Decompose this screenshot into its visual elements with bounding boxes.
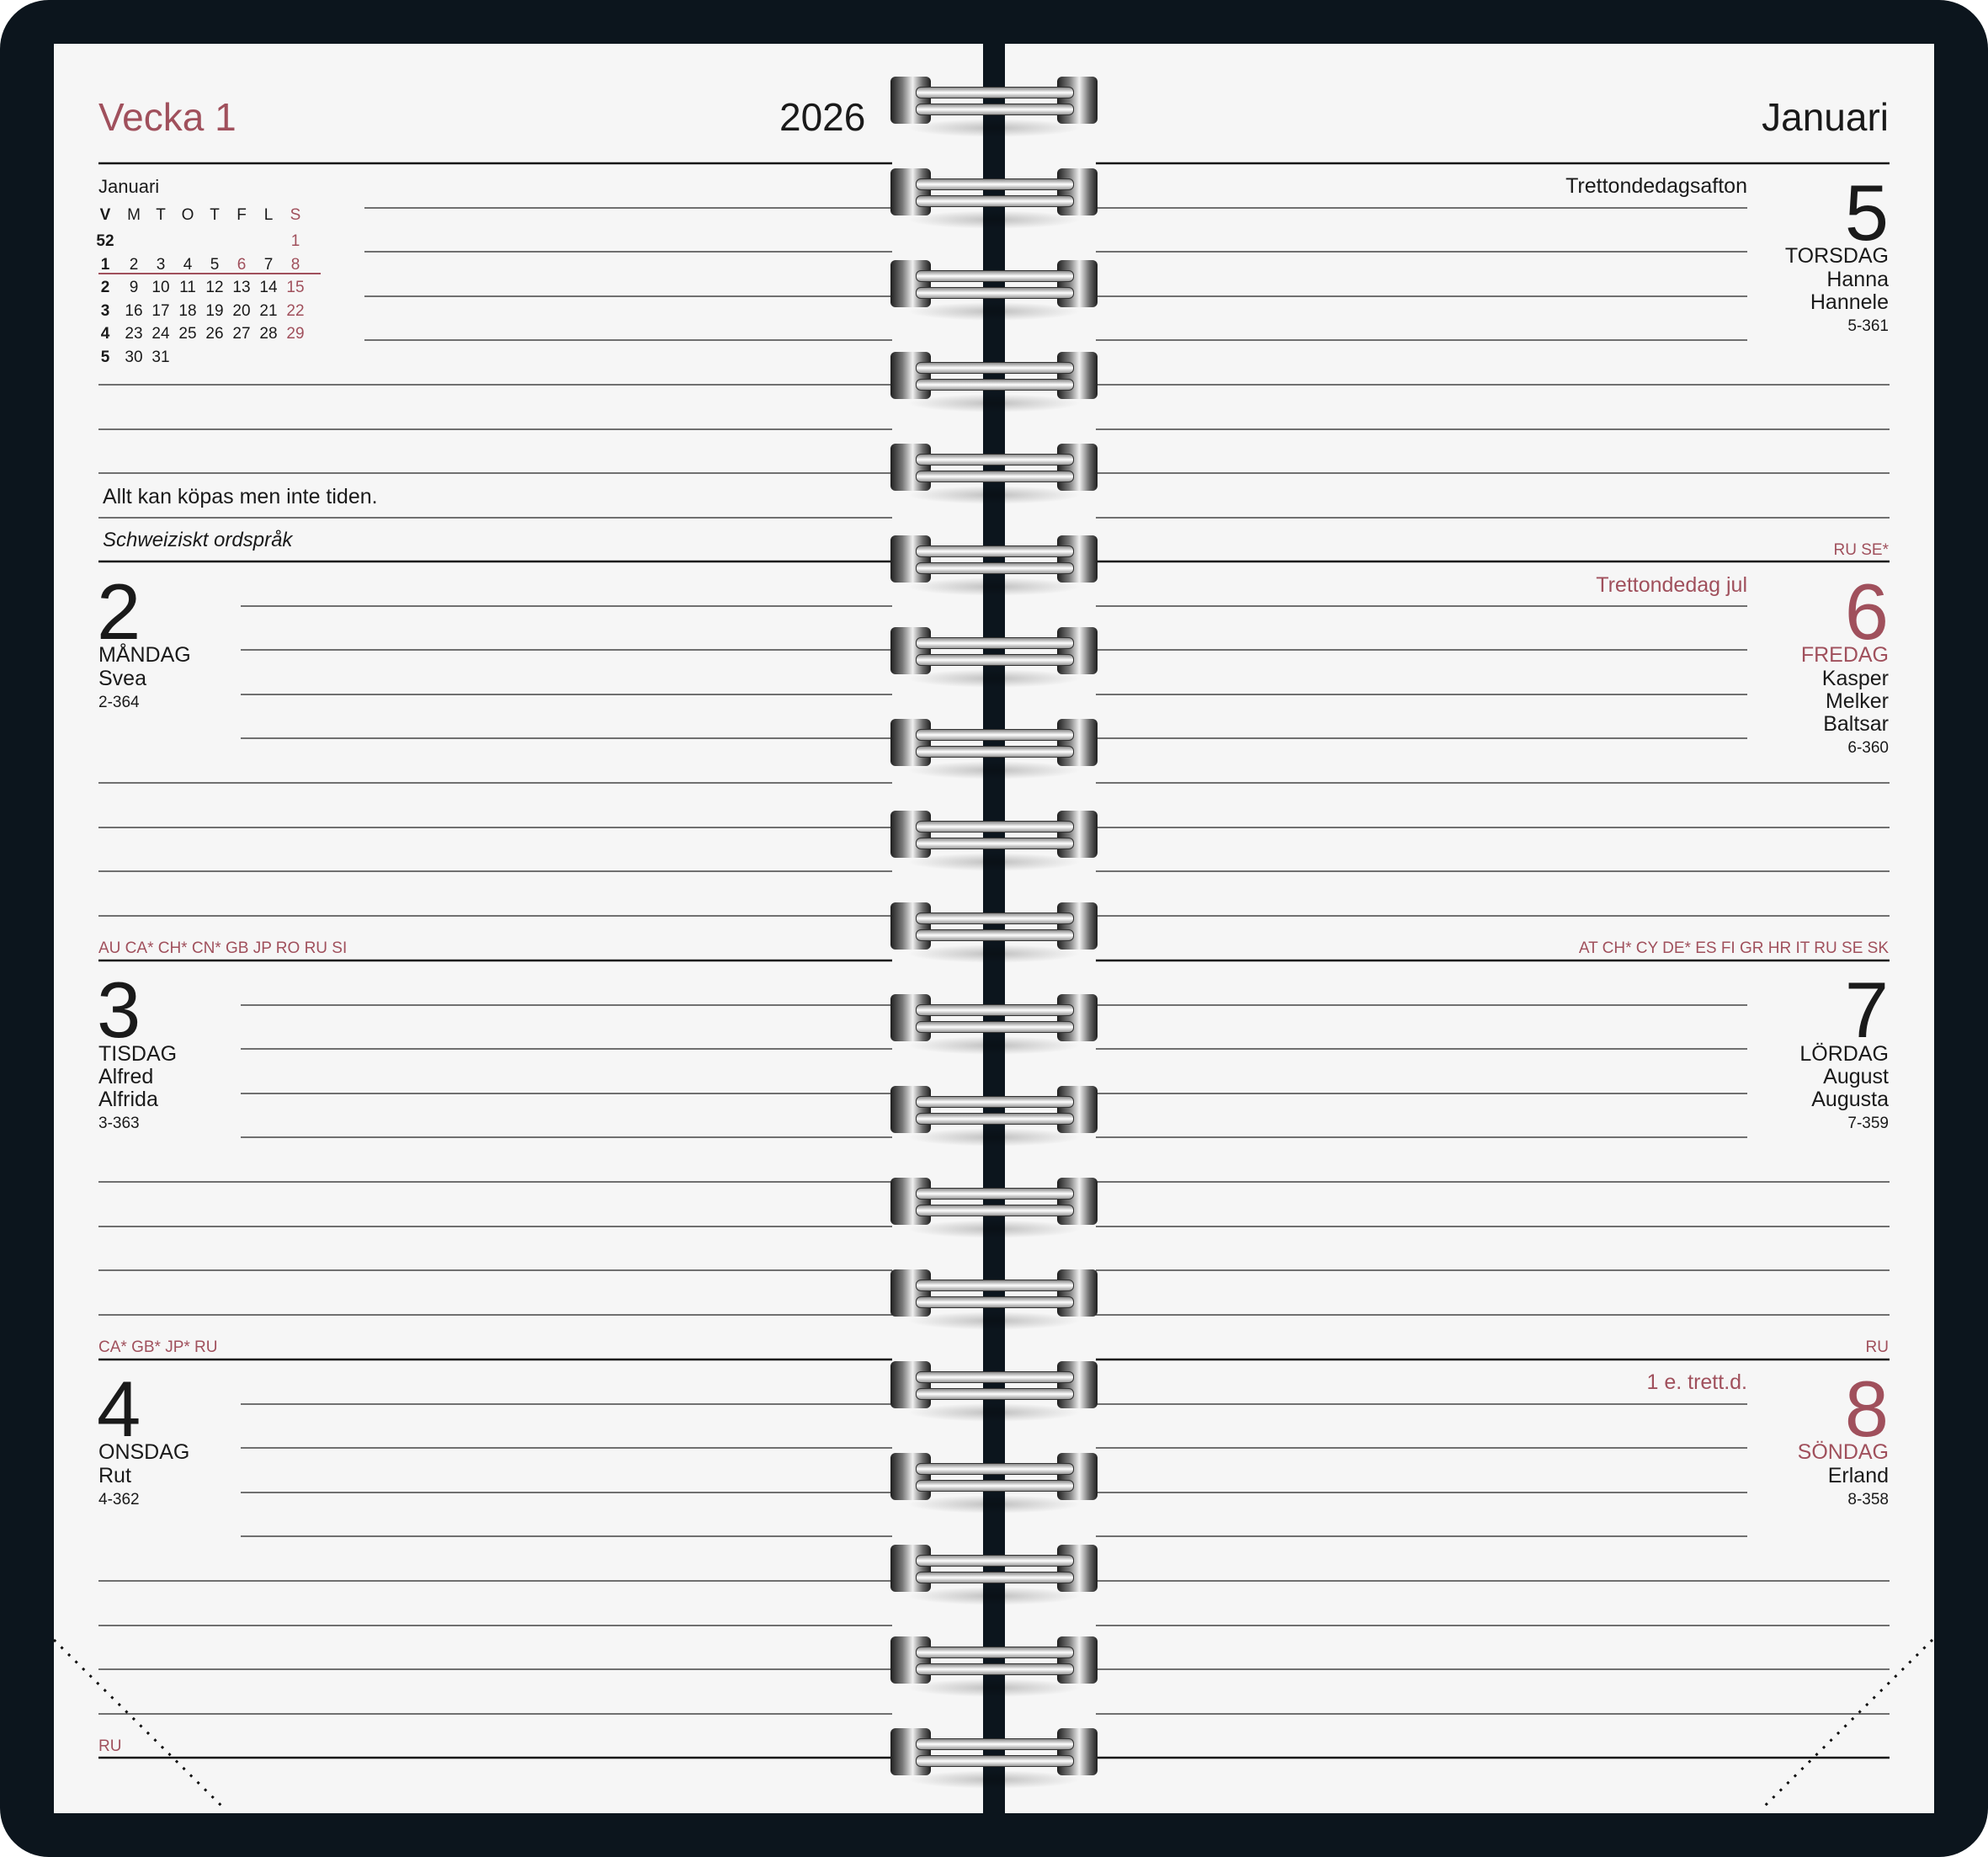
yearday-wednesday: 4-362 (98, 1491, 140, 1508)
event-friday: Trettondedag jul (1596, 573, 1747, 597)
nameday-saturday-2: Augusta (1811, 1088, 1889, 1111)
mini-calendar-week: 5 (100, 348, 110, 366)
mini-calendar-day: 8 (290, 255, 300, 274)
quote-text: Allt kan köpas men inte tiden. (103, 485, 378, 508)
day-number-thursday: 5 (1844, 168, 1889, 257)
year-label: 2026 (779, 95, 866, 139)
day-number-sunday: 8 (1844, 1365, 1889, 1453)
mini-calendar (98, 206, 326, 375)
mini-calendar-day: 28 (259, 325, 278, 343)
mini-calendar-day: 23 (125, 325, 143, 343)
binding-ring (890, 352, 1098, 399)
mini-calendar-day: 5 (210, 255, 220, 274)
yearday-friday: 6-360 (1847, 739, 1889, 757)
nameday-friday-2: Melker (1825, 689, 1889, 713)
mini-calendar-day: 18 (178, 301, 197, 320)
mini-calendar-day: 31 (151, 348, 170, 366)
day-number-tuesday: 3 (97, 966, 141, 1054)
mini-calendar-day: 30 (125, 348, 143, 366)
mini-calendar-day: 19 (205, 301, 224, 320)
mini-calendar-day: 7 (263, 255, 274, 274)
day-number-saturday: 7 (1844, 966, 1889, 1054)
day-number-monday: 2 (97, 567, 141, 656)
day-name-thursday: TORSDAG (1784, 244, 1889, 268)
binding-ring (890, 1269, 1098, 1317)
mini-calendar-day: 13 (232, 279, 251, 296)
country-codes-wednesday: CA* GB* JP* RU (98, 1338, 218, 1356)
binding-ring (890, 535, 1098, 583)
nameday-tuesday-2: Alfrida (98, 1088, 158, 1111)
quote-source: Schweiziskt ordspråk (103, 529, 293, 551)
day-number-wednesday: 4 (97, 1365, 141, 1453)
yearday-tuesday: 3-363 (98, 1115, 140, 1132)
mini-calendar-day: 14 (259, 279, 278, 296)
binding-ring (890, 168, 1098, 215)
mini-calendar-head: L (263, 206, 274, 224)
day-number-friday: 6 (1844, 567, 1889, 656)
mini-calendar-day: 4 (183, 255, 193, 274)
mini-calendar-head: S (290, 206, 301, 224)
corner-pocket-line (54, 1640, 226, 1810)
mini-calendar-day: 10 (151, 279, 170, 296)
event-sunday: 1 e. trett.d. (1646, 1370, 1747, 1394)
yearday-thursday: 5-361 (1847, 317, 1889, 335)
nameday-monday: Svea (98, 667, 146, 690)
binding-ring (890, 1086, 1098, 1133)
nameday-sunday: Erland (1827, 1464, 1889, 1487)
nameday-friday-3: Baltsar (1823, 712, 1889, 736)
mini-calendar-day: 9 (129, 279, 139, 296)
binding-ring (890, 444, 1098, 491)
binding-ring (890, 260, 1098, 307)
binding-ring (890, 1361, 1098, 1408)
mini-calendar-day: 22 (286, 301, 305, 320)
mini-calendar-week: 4 (100, 325, 110, 343)
binding-ring (890, 77, 1098, 124)
nameday-thursday-1: Hanna (1826, 268, 1889, 291)
binding-ring (890, 1453, 1098, 1500)
mini-calendar-week: 1 (100, 255, 110, 274)
mini-calendar-day: 12 (205, 279, 224, 296)
event-thursday: Trettondedagsafton (1565, 174, 1747, 198)
week-label: Vecka 1 (98, 95, 237, 139)
mini-calendar-head: T (210, 206, 220, 224)
mini-calendar-day: 26 (205, 325, 224, 343)
mini-calendar-head: O (181, 206, 194, 224)
day-name-wednesday: ONSDAG (98, 1440, 190, 1464)
nameday-thursday-2: Hannele (1810, 290, 1889, 314)
day-name-saturday: LÖRDAG (1799, 1042, 1889, 1066)
mini-calendar-day: 17 (151, 301, 170, 320)
mini-calendar-day: 20 (232, 301, 251, 320)
day-name-tuesday: TISDAG (98, 1042, 178, 1066)
country-codes-tuesday: AU CA* CH* CN* GB JP RO RU SI (98, 939, 348, 957)
binding-ring (890, 1728, 1098, 1775)
mini-calendar-day: 24 (151, 325, 170, 343)
nameday-wednesday: Rut (98, 1464, 131, 1487)
month-label: Januari (1762, 95, 1889, 139)
nameday-saturday-1: August (1823, 1065, 1889, 1088)
mini-calendar-day: 29 (286, 325, 305, 343)
mini-calendar-head: T (156, 206, 166, 224)
nameday-friday-1: Kasper (1821, 667, 1889, 690)
nameday-tuesday-1: Alfred (98, 1065, 154, 1088)
country-codes-friday: RU SE* (1833, 541, 1889, 559)
day-name-friday: FREDAG (1800, 643, 1889, 667)
mini-calendar-week: 2 (100, 279, 110, 296)
yearday-sunday: 8-358 (1847, 1491, 1889, 1508)
mini-calendar-month: Januari (98, 176, 160, 197)
corner-pocket-line (1761, 1640, 1932, 1810)
binding-ring (890, 994, 1098, 1041)
binding-ring (890, 811, 1098, 858)
yearday-saturday: 7-359 (1847, 1115, 1889, 1132)
mini-calendar-day: 11 (179, 279, 196, 296)
mini-calendar-day: 15 (286, 279, 305, 296)
country-codes-saturday: AT CH* CY DE* ES FI GR HR IT RU SE SK (1578, 939, 1889, 957)
binding-ring (890, 1178, 1098, 1225)
mini-calendar-week: 3 (100, 301, 110, 320)
mini-calendar-day: 27 (232, 325, 251, 343)
mini-calendar-day: 21 (259, 301, 278, 320)
current-week-underline (98, 273, 321, 274)
binding-ring (890, 902, 1098, 950)
mini-calendar-head: V (99, 206, 111, 224)
mini-calendar-head: M (127, 206, 141, 224)
mini-calendar-day: 16 (125, 301, 143, 320)
mini-calendar-day: 3 (156, 255, 166, 274)
binding-ring (890, 719, 1098, 766)
mini-calendar-day: 6 (237, 255, 247, 274)
day-name-sunday: SÖNDAG (1797, 1440, 1889, 1464)
mini-calendar-day: 25 (178, 325, 197, 343)
binding-ring (890, 627, 1098, 674)
mini-calendar-head: F (237, 206, 247, 224)
country-codes-sunday: RU (1865, 1338, 1889, 1356)
mini-calendar-day: 2 (129, 255, 139, 274)
day-name-monday: MÅNDAG (98, 643, 191, 667)
yearday-monday: 2-364 (98, 694, 140, 711)
binding-ring (890, 1636, 1098, 1684)
binding-ring (890, 1545, 1098, 1592)
mini-calendar-day: 1 (290, 232, 300, 250)
mini-calendar-week: 52 (96, 232, 114, 250)
country-codes-bottom-left: RU (98, 1737, 122, 1755)
